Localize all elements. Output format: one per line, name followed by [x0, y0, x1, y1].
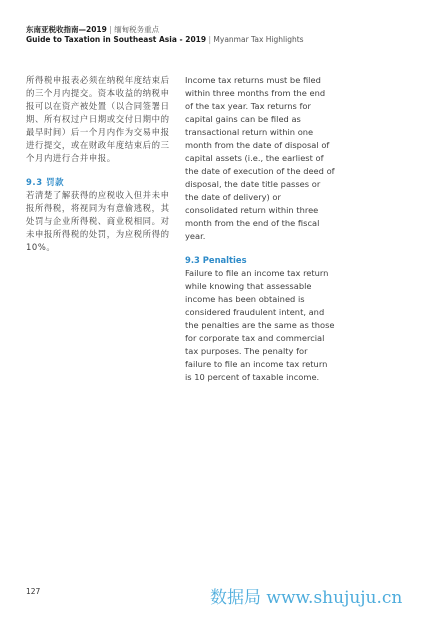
header-divider-cn: |: [109, 25, 112, 34]
header-divider-en: |: [208, 35, 212, 44]
header-title-cn: 东南亚税收指南: [26, 25, 79, 34]
header-title-en: Guide to Taxation in Southeast Asia - 2019: [26, 35, 207, 44]
header-line-en: [26, 35, 304, 45]
left-column-chinese: [26, 74, 176, 254]
right-column-english: [185, 74, 335, 384]
right-section-heading-penalties: 9.3 Penalties: [185, 255, 247, 265]
header-subtitle-en: Myanmar Tax Highlights: [213, 35, 304, 44]
header-line-cn: [26, 25, 304, 35]
header-year: —2019: [78, 25, 107, 34]
right-paragraph-filing: Income tax returns must be filed within three months from the end of the tax year. Tax returns for capital gains can be filed as transactional return within one month from the date of disposal of capital assets (i.e., the earliest of the date of execution of the deed of disposal, the date title passes or the date of delivery) or consolidated return within three month from the end of the fiscal year.: [185, 75, 335, 241]
left-paragraph-filing: 所得税申报表必须在纳税年度结束后的三个月内提交。资本收益的纳税申报可以在资产被处置（以合同签署日期、所有权过户日期或交付日期中的最早时间）后一个月内作为交易申报进行提交，或在财政年度结束后的三个月内进行合并申报。: [26, 75, 170, 163]
watermark-text: 数据局 www.shujuju.cn: [210, 588, 403, 608]
page-header: [26, 25, 304, 45]
left-section-heading-penalties: 9.3 罚款: [26, 177, 65, 187]
right-paragraph-penalties: Failure to file an income tax return while knowing that assessable income has been obtained is considered fraudulent intent, and the penalties are the same as those for corporate tax and commercial tax purposes. The penalty for failure to file an income tax return is 10 percent of taxable income.: [185, 268, 335, 382]
page-number: 127: [26, 587, 41, 596]
left-paragraph-penalties: 若清楚了解获得的应税收入但并未申报所得税，将视同为有意偷逃税，其处罚与企业所得税、商业税相同。对未申报所得税的处罚，为应税所得的10%。: [26, 190, 170, 252]
header-subtitle-cn: 缅甸税务重点: [114, 25, 160, 34]
